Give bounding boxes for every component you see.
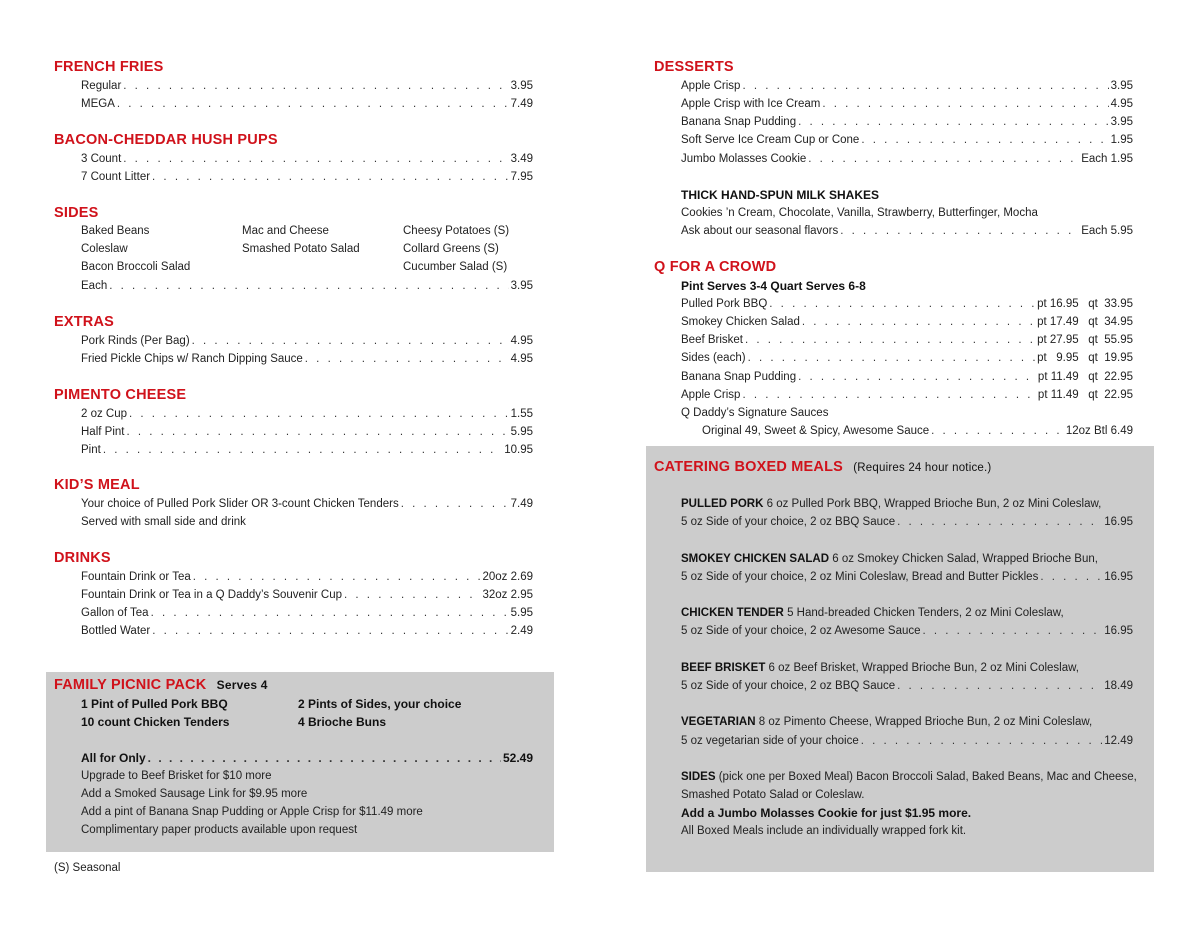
drinks-heading: DRINKS xyxy=(54,550,111,566)
family-pack-note: Add a pint of Banana Snap Pudding or Apple Crisp for $11.49 more xyxy=(81,806,423,818)
side-item: Smashed Potato Salad xyxy=(242,243,360,255)
side-item: Collard Greens (S) xyxy=(403,243,499,255)
catering-fork-note: All Boxed Meals include an individually wrapped fork kit. xyxy=(681,825,967,837)
crowd-item: Apple Crisp . . . pt 11.49 qt 22.95 xyxy=(681,386,1133,404)
catering-meal-price: 5 oz Side of your choice, 2 oz BBQ Sauce . . . 16.95 xyxy=(681,513,1133,531)
catering-meal-price: 5 oz Side of your choice, 2 oz BBQ Sauce . . . 18.49 xyxy=(681,677,1133,695)
family-pack-price: All for Only . . . 52.49 xyxy=(81,749,533,767)
menu-item-regular-fries: Regular . . . 3.95 xyxy=(81,77,533,95)
crowd-item: Pulled Pork BBQ . . . pt 16.95 qt 33.95 xyxy=(681,295,1133,313)
desserts-heading: DESSERTS xyxy=(654,59,734,75)
crowd-serving-sizes: Pint Serves 3-4 Quart Serves 6-8 xyxy=(681,279,866,293)
catering-meal-price: 5 oz vegetarian side of your choice . . . 12.49 xyxy=(681,732,1133,750)
sides-list xyxy=(81,222,533,276)
family-pack-item: 10 count Chicken Tenders xyxy=(81,715,230,729)
catering-sides-cont: Smashed Potato Salad or Coleslaw. xyxy=(681,789,865,801)
catering-meal: SMOKEY CHICKEN SALAD 6 oz Smokey Chicken Salad, Wrapped Brioche Bun, xyxy=(681,553,1098,565)
catering-meal: VEGETARIAN 8 oz Pimento Cheese, Wrapped Brioche Bun, 2 oz Mini Coleslaw, xyxy=(681,716,1093,728)
menu-item-mega-fries: MEGA . . . 7.49 xyxy=(81,95,533,113)
menu-item-souvenir-cup: Fountain Drink or Tea in a Q Daddy’s Souvenir Cup . . . 32oz 2.95 xyxy=(81,586,533,604)
catering-meal: PULLED PORK 6 oz Pulled Pork BBQ, Wrapped Brioche Bun, 2 oz Mini Coleslaw, xyxy=(681,498,1102,510)
pimento-cheese-heading: PIMENTO CHEESE xyxy=(54,387,187,403)
menu-item-apple-crisp-ice-cream: Apple Crisp with Ice Cream . . . 4.95 xyxy=(681,95,1133,113)
side-item: Mac and Cheese xyxy=(242,225,329,237)
menu-item-fountain-drink: Fountain Drink or Tea . . . 20oz 2.69 xyxy=(81,568,533,586)
side-item: Coleslaw xyxy=(81,243,128,255)
hush-pups-heading: BACON-CHEDDAR HUSH PUPS xyxy=(54,132,278,148)
catering-boxed-meals-box xyxy=(646,446,1154,872)
kids-meal-note: Served with small side and drink xyxy=(81,516,246,528)
menu-item-sides-each: Each . . . 3.95 xyxy=(81,277,533,295)
signature-sauces-label: Q Daddy’s Signature Sauces xyxy=(681,407,829,419)
menu-item-kids-meal: Your choice of Pulled Pork Slider OR 3-count Chicken Tenders . . . 7.49 xyxy=(81,495,533,513)
catering-heading: CATERING BOXED MEALS (Requires 24 hour notice.) xyxy=(654,459,992,475)
family-pack-note: Upgrade to Beef Brisket for $10 more xyxy=(81,770,272,782)
menu-item-7-count: 7 Count Litter . . . 7.95 xyxy=(81,168,533,186)
catering-meal: CHICKEN TENDER 5 Hand-breaded Chicken Tenders, 2 oz Mini Coleslaw, xyxy=(681,607,1064,619)
family-pack-item: 4 Brioche Buns xyxy=(298,715,387,729)
menu-item-pickle-chips: Fried Pickle Chips w/ Ranch Dipping Sauce . . . 4.95 xyxy=(81,350,533,368)
family-pack-item: 1 Pint of Pulled Pork BBQ xyxy=(81,697,228,711)
crowd-item: Banana Snap Pudding . . . pt 11.49 qt 22.95 xyxy=(681,368,1133,386)
extras-heading: EXTRAS xyxy=(54,314,115,330)
catering-meal-price: 5 oz Side of your choice, 2 oz Awesome Sauce . . . 16.95 xyxy=(681,622,1133,640)
q-for-a-crowd-heading: Q FOR A CROWD xyxy=(654,259,777,275)
menu-item-pint: Pint . . . 10.95 xyxy=(81,441,533,459)
crowd-item: Smokey Chicken Salad . . . pt 17.49 qt 34.95 xyxy=(681,313,1133,331)
menu-item-apple-crisp: Apple Crisp . . . 3.95 xyxy=(681,77,1133,95)
menu-item-2oz-cup: 2 oz Cup . . . 1.55 xyxy=(81,405,533,423)
menu-item-bottled-water: Bottled Water . . . 2.49 xyxy=(81,622,533,640)
crowd-item: Beef Brisket . . . pt 27.95 qt 55.95 xyxy=(681,331,1133,349)
sides-heading: SIDES xyxy=(54,205,99,221)
family-pack-heading: FAMILY PICNIC PACK Serves 4 xyxy=(54,677,268,693)
crowd-item: Sides (each) . . . pt 9.95 qt 19.95 xyxy=(681,349,1133,367)
side-item: Bacon Broccoli Salad xyxy=(81,261,191,273)
catering-meal-price: 5 oz Side of your choice, 2 oz Mini Coleslaw, Bread and Butter Pickles . . . 16.95 xyxy=(681,568,1133,586)
side-item: Baked Beans xyxy=(81,225,150,237)
family-pack-item: 2 Pints of Sides, your choice xyxy=(298,697,462,711)
kids-meal-heading: KID’S MEAL xyxy=(54,477,140,493)
menu-item-pork-rinds: Pork Rinds (Per Bag) . . . 4.95 xyxy=(81,332,533,350)
catering-cookie-addon: Add a Jumbo Molasses Cookie for just $1.95 more. xyxy=(681,806,972,820)
side-item: Cheesy Potatoes (S) xyxy=(403,225,510,237)
french-fries-heading: FRENCH FRIES xyxy=(54,59,164,75)
family-picnic-pack-box xyxy=(46,672,554,852)
family-pack-note: Add a Smoked Sausage Link for $9.95 more xyxy=(81,788,308,800)
menu-item-banana-pudding: Banana Snap Pudding . . . 3.95 xyxy=(681,113,1133,131)
catering-sides: SIDES (pick one per Boxed Meal) Bacon Broccoli Salad, Baked Beans, Mac and Cheese, xyxy=(681,771,1137,783)
menu-item-signature-sauces: Original 49, Sweet & Spicy, Awesome Sauce . . . 12oz Btl 6.49 xyxy=(702,422,1133,440)
menu-item-3-count: 3 Count . . . 3.49 xyxy=(81,150,533,168)
menu-item-gallon-tea: Gallon of Tea . . . 5.95 xyxy=(81,604,533,622)
menu-item-soft-serve: Soft Serve Ice Cream Cup or Cone . . . 1.95 xyxy=(681,131,1133,149)
shakes-heading: THICK HAND-SPUN MILK SHAKES xyxy=(681,188,879,202)
menu-item-molasses-cookie: Jumbo Molasses Cookie . . . Each 1.95 xyxy=(681,150,1133,168)
seasonal-note: (S) Seasonal xyxy=(54,862,121,874)
menu-item-seasonal-shakes: Ask about our seasonal flavors . . . Each 5.95 xyxy=(681,222,1133,240)
catering-meal: BEEF BRISKET 6 oz Beef Brisket, Wrapped Brioche Bun, 2 oz Mini Coleslaw, xyxy=(681,662,1079,674)
side-item: Cucumber Salad (S) xyxy=(403,261,508,273)
family-pack-note: Complimentary paper products available upon request xyxy=(81,824,358,836)
shake-flavors: Cookies ’n Cream, Chocolate, Vanilla, Strawberry, Butterfinger, Mocha xyxy=(681,207,1038,219)
menu-item-half-pint: Half Pint . . . 5.95 xyxy=(81,423,533,441)
